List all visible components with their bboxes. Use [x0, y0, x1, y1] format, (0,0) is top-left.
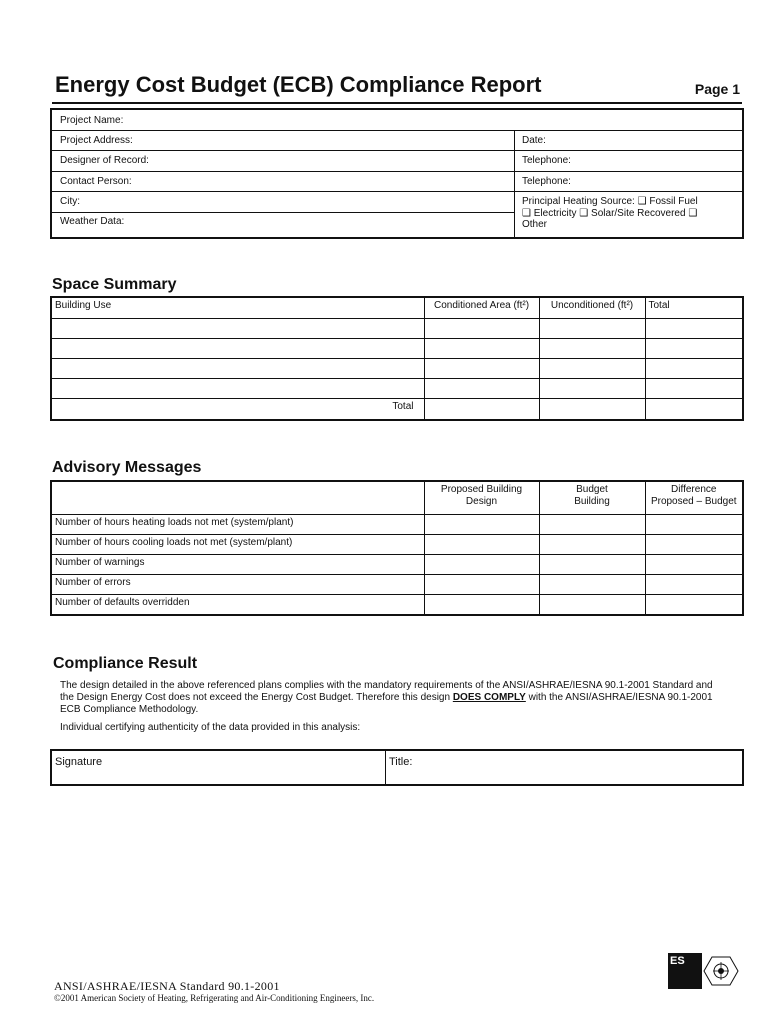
compliance-line-1: The design detailed in the above referenced plans complies with the mandatory requirements of the ANSI/ASHRAE/IESNA 90.1-2001 Standard and: [60, 680, 713, 691]
cell[interactable]: [539, 338, 645, 358]
space-summary-header-row: [51, 297, 743, 318]
telephone-field-1[interactable]: [514, 150, 742, 171]
project-address-label: Project Address:: [60, 135, 133, 146]
row-label: Number of errors: [51, 574, 424, 594]
row-label: Number of defaults overridden: [51, 594, 424, 615]
telephone-label-1: Telephone:: [522, 155, 571, 166]
cell[interactable]: [424, 358, 539, 378]
heating-source-line-3: Other: [522, 219, 548, 230]
compliance-line-2: [60, 692, 740, 704]
cell[interactable]: [645, 398, 743, 420]
signature-label: Signature: [55, 756, 103, 768]
designer-row: [52, 150, 742, 171]
row-label: Number of hours cooling loads not met (system/plant): [51, 534, 424, 554]
cell[interactable]: [539, 358, 645, 378]
advisory-header-row: [51, 481, 743, 514]
cell[interactable]: [645, 318, 743, 338]
advisory-messages-table: [50, 480, 744, 616]
header-proposed-line-2: Design: [465, 496, 498, 507]
contact-field[interactable]: [52, 171, 514, 191]
cell[interactable]: [539, 554, 645, 574]
table-row: [51, 554, 743, 574]
weather-label: Weather Data:: [60, 216, 125, 227]
address-row: [52, 130, 742, 150]
cell[interactable]: [645, 378, 743, 398]
table-row: [51, 358, 743, 378]
header-unconditioned: Unconditioned (ft²): [539, 297, 645, 318]
cell[interactable]: [51, 378, 424, 398]
total-label: Total: [51, 398, 424, 420]
heating-source-line-1: Principal Heating Source: ❑ Fossil Fuel: [522, 196, 698, 207]
header-budget-line-2: Building: [574, 496, 610, 507]
date-label: Date:: [522, 135, 546, 146]
cell[interactable]: [51, 358, 424, 378]
city-label: City:: [60, 196, 80, 207]
cell[interactable]: [424, 398, 539, 420]
page-number: Page 1: [694, 81, 740, 97]
space-summary-title: Space Summary: [52, 276, 177, 293]
cell[interactable]: [539, 534, 645, 554]
cell[interactable]: [645, 574, 743, 594]
cell[interactable]: [539, 514, 645, 534]
signature-field[interactable]: [52, 751, 385, 784]
header-difference-line-1: Difference: [671, 484, 717, 495]
cell[interactable]: [424, 378, 539, 398]
project-name-label: Project Name:: [60, 115, 124, 126]
table-row: [51, 534, 743, 554]
title-field[interactable]: [386, 751, 742, 784]
cell[interactable]: [539, 378, 645, 398]
table-row: [51, 514, 743, 534]
cell[interactable]: [645, 554, 743, 574]
table-row: [51, 378, 743, 398]
cell[interactable]: [424, 338, 539, 358]
signature-box: [50, 749, 744, 786]
certify-text: Individual certifying authenticity of the data provided in this analysis:: [60, 722, 361, 733]
cell[interactable]: [424, 534, 539, 554]
header-budget-building: [539, 481, 645, 514]
cell[interactable]: [539, 318, 645, 338]
contact-row: [52, 171, 742, 191]
header-proposed-line-1: Proposed Building: [440, 484, 523, 495]
cell[interactable]: [539, 398, 645, 420]
table-row: [51, 318, 743, 338]
footer-copyright: ©2001 American Society of Heating, Refrigerating and Air-Conditioning Engineers, Inc.: [54, 993, 375, 1003]
cell[interactable]: [645, 358, 743, 378]
logo-text: ES: [670, 955, 685, 967]
cell[interactable]: [645, 594, 743, 615]
cell[interactable]: [424, 574, 539, 594]
heating-source-field[interactable]: [514, 191, 742, 237]
project-address-field[interactable]: [52, 130, 514, 150]
designer-field[interactable]: [52, 150, 514, 171]
table-row: [51, 338, 743, 358]
cell: [51, 481, 424, 514]
cell[interactable]: [424, 514, 539, 534]
compliance-result-title: Compliance Result: [53, 655, 198, 672]
table-row: [51, 574, 743, 594]
space-summary-table: [50, 296, 744, 421]
cell[interactable]: [645, 338, 743, 358]
header-total: Total: [645, 297, 743, 318]
ashrae-logo-block: [668, 953, 702, 989]
header-difference-line-2: Proposed – Budget: [650, 496, 737, 507]
compliance-line-2a: the Design Energy Cost does not exceed the Energy Cost Budget. Therefore this design: [60, 692, 453, 703]
cell[interactable]: [424, 554, 539, 574]
header-conditioned-area: Conditioned Area (ft²): [424, 297, 539, 318]
does-comply-text: DOES COMPLY: [452, 692, 526, 703]
cell[interactable]: [51, 338, 424, 358]
ashrae-seal-icon: [703, 953, 739, 989]
telephone-field-2[interactable]: [514, 171, 742, 191]
space-summary-total-row: [51, 398, 743, 420]
cell[interactable]: [645, 534, 743, 554]
title-label: Title:: [389, 756, 413, 768]
header-budget-line-1: Budget: [576, 484, 608, 495]
project-info-box: [50, 108, 744, 239]
cell[interactable]: [539, 594, 645, 615]
footer-standard: ANSI/ASHRAE/IESNA Standard 90.1-2001: [54, 979, 280, 993]
cell[interactable]: [51, 318, 424, 338]
telephone-label-2: Telephone:: [522, 176, 571, 187]
table-row: [51, 594, 743, 615]
compliance-line-2b: with the ANSI/ASHRAE/IESNA 90.1-2001: [525, 692, 713, 703]
header-building-use: Building Use: [51, 297, 424, 318]
header-difference: [645, 481, 743, 514]
city-field[interactable]: [52, 191, 514, 212]
contact-label: Contact Person:: [60, 176, 132, 187]
heating-source-line-2: ❑ Electricity ❑ Solar/Site Recovered ❑: [522, 207, 698, 219]
project-name-field[interactable]: [52, 110, 742, 130]
row-label: Number of hours heating loads not met (system/plant): [51, 514, 424, 534]
weather-field[interactable]: [52, 212, 514, 237]
project-name-row: [52, 110, 742, 130]
date-field[interactable]: [514, 130, 742, 150]
cell[interactable]: [424, 594, 539, 615]
advisory-messages-title: Advisory Messages: [52, 459, 202, 476]
row-label: Number of warnings: [51, 554, 424, 574]
compliance-line-3: ECB Compliance Methodology.: [60, 704, 199, 715]
compliance-statement: [60, 680, 740, 716]
header-proposed-design: [424, 481, 539, 514]
cell[interactable]: [645, 514, 743, 534]
cell[interactable]: [539, 574, 645, 594]
designer-label: Designer of Record:: [60, 155, 149, 166]
cell[interactable]: [424, 318, 539, 338]
page-title: Energy Cost Budget (ECB) Compliance Report: [55, 72, 542, 97]
